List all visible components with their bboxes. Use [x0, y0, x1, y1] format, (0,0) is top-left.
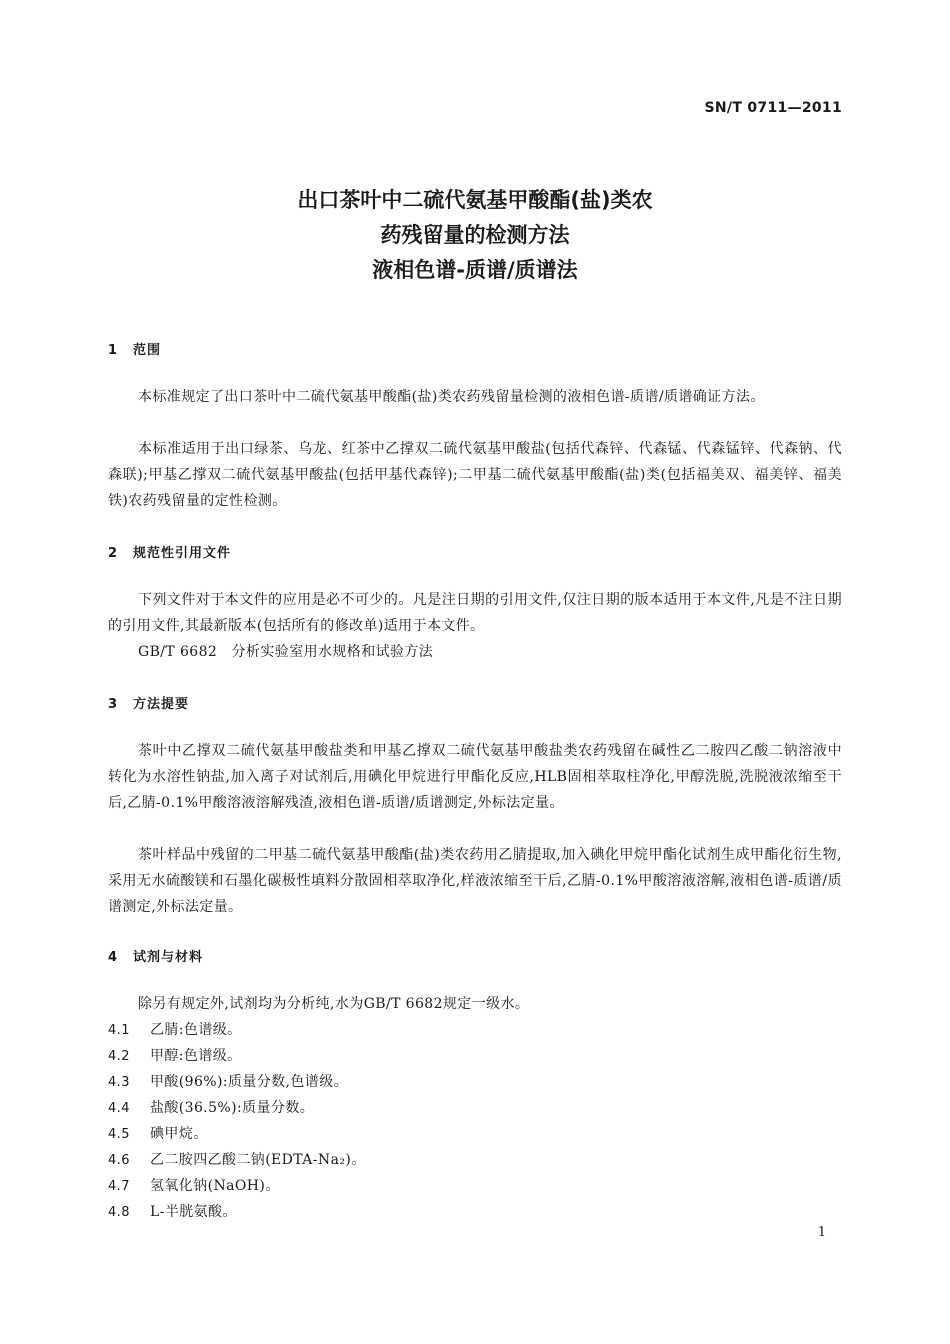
section-heading-scope — [108, 339, 161, 358]
reference-gbt-6682: GB/T 6682 分析实验室用水规格和试验方法 — [138, 644, 434, 660]
title-line-1: 出口茶叶中二硫代氨基甲酸酯(盐)类农 — [297, 188, 653, 212]
page-number: 1 — [817, 1225, 826, 1240]
reagent-item: 4.4 盐酸(36.5%):质量分数。 — [108, 1100, 315, 1116]
title-line-3: 液相色谱-质谱/质谱法 — [372, 258, 578, 282]
method-paragraph-2: 茶叶样品中残留的二甲基二硫代氨基甲酸酯(盐)类农药用乙腈提取,加入碘化甲烷甲酯化试剂生成甲酯化衍生物,采用无水硫酸镁和石墨化碳极性填料分散固相萃取净化,样液浓缩至干后,乙腈-0.1%甲酸溶液溶解,液相色谱-质谱/质谱测定,外标法定量。 — [108, 847, 842, 915]
section-number: 2 — [108, 546, 119, 561]
reagent-item: 4.1 乙腈:色谱级。 — [108, 1022, 242, 1038]
reagent-item: 4.8 L-半胱氨酸。 — [108, 1204, 237, 1220]
title-line-2: 药残留量的检测方法 — [380, 223, 570, 247]
reagents-intro-paragraph: 除另有规定外,试剂均为分析纯,水为GB/T 6682规定一级水。 — [138, 996, 530, 1012]
section-title: 试剂与材料 — [133, 950, 204, 965]
reagent-item: 4.6 乙二胺四乙酸二钠(EDTA-Na₂)。 — [108, 1152, 366, 1168]
document-title — [0, 183, 950, 288]
section-title: 范围 — [133, 343, 162, 358]
scope-paragraph-1: 本标准规定了出口茶叶中二硫代氨基甲酸酯(盐)类农药残留量检测的液相色谱-质谱/质谱确证方法。 — [138, 389, 765, 405]
section-heading-reagents — [108, 946, 203, 965]
references-paragraph: 下列文件对于本文件的应用是必不可少的。凡是注日期的引用文件,仅注日期的版本适用于本文件,凡是不注日期的引用文件,其最新版本(包括所有的修改单)适用于本文件。 — [108, 592, 842, 634]
section-number: 1 — [108, 343, 119, 358]
section-number: 3 — [108, 697, 119, 712]
reagent-item: 4.5 碘甲烷。 — [108, 1126, 208, 1142]
method-paragraph-1: 茶叶中乙撑双二硫代氨基甲酸盐类和甲基乙撑双二硫代氨基甲酸盐类农药残留在碱性乙二胺四乙酸二钠溶液中转化为水溶性钠盐,加入离子对试剂后,用碘化甲烷进行甲酯化反应,HLB固相萃取柱净化,甲醇洗脱,洗脱液浓缩至干后,乙腈-0.1%甲酸溶液溶解残渣,液相色谱-质谱/质谱测定,外标法定量。 — [108, 743, 842, 811]
scope-paragraph-2: 本标准适用于出口绿茶、乌龙、红茶中乙撑双二硫代氨基甲酸盐(包括代森锌、代森锰、代森锰锌、代森钠、代森联);甲基乙撑双二硫代氨基甲酸盐(包括甲基代森锌);二甲基二硫代氨基甲酸酯(盐)类(包括福美双、福美锌、福美铁)农药残留量的定性检测。 — [108, 441, 842, 509]
standard-code: SN/T 0711—2011 — [704, 100, 842, 116]
section-heading-method-summary — [108, 693, 189, 712]
section-number: 4 — [108, 950, 119, 965]
reagent-item: 4.2 甲醇:色谱级。 — [108, 1048, 242, 1064]
reagent-item: 4.3 甲酸(96%):质量分数,色谱级。 — [108, 1074, 349, 1090]
section-title: 方法提要 — [133, 697, 190, 712]
section-heading-normative-references — [108, 542, 231, 561]
section-title: 规范性引用文件 — [133, 546, 232, 561]
reagent-item: 4.7 氢氧化钠(NaOH)。 — [108, 1178, 280, 1194]
